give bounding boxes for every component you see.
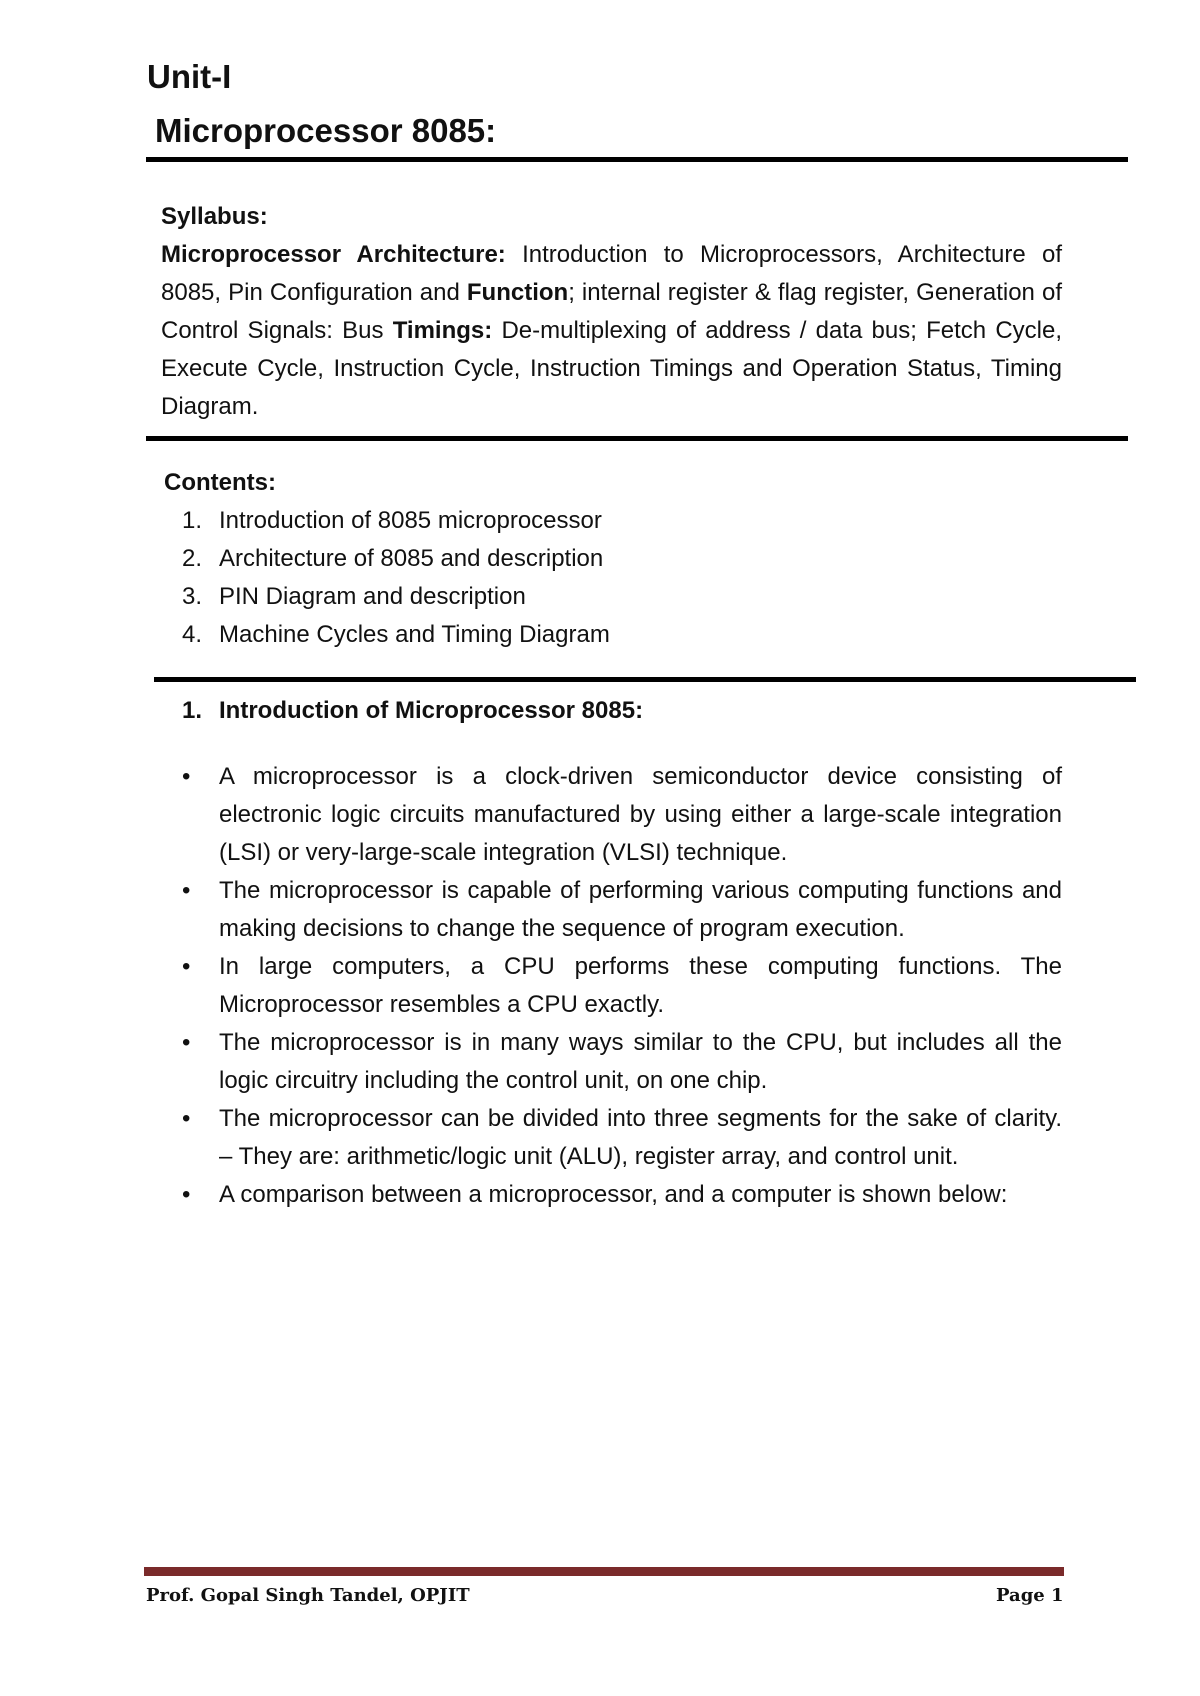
contents-item xyxy=(182,540,610,578)
syllabus-text-1: Introduction to Microprocessors, Architecture of 8085, Pin Configuration and xyxy=(161,241,1063,306)
contents-item xyxy=(182,502,610,540)
title-divider xyxy=(146,157,1128,162)
contents-item-text: Machine Cycles and Timing Diagram xyxy=(219,621,610,648)
bullet-icon: • xyxy=(182,763,191,790)
list-item xyxy=(182,1176,1062,1214)
contents-item-number: 2. xyxy=(182,545,203,572)
contents-item-text: Introduction of 8085 microprocessor xyxy=(219,507,602,534)
contents-item-number: 1. xyxy=(182,507,203,534)
syllabus-text-3: De-multiplexing of address / data bus; Fetch Cycle, Execute Cycle, Instruction Cycle, Instruction Timings and Operation Status, Timing Diagram. xyxy=(161,317,1063,420)
bullet-icon: • xyxy=(182,1181,191,1208)
syllabus-function-label: Function xyxy=(466,279,569,306)
bullet-text: A comparison between a microprocessor, and a computer is shown below: xyxy=(219,1181,1008,1208)
page-number: Page 1 xyxy=(996,1585,1064,1606)
contents-list xyxy=(182,502,610,654)
contents-item-text: Architecture of 8085 and description xyxy=(219,545,604,572)
bullet-icon: • xyxy=(182,1029,191,1056)
bullet-text: The microprocessor is in many ways similar to the CPU, but includes all the logic circuitry including the control unit, on one chip. xyxy=(219,1029,1062,1094)
syllabus-block xyxy=(161,198,1062,426)
bullet-icon: • xyxy=(182,1105,191,1132)
syllabus-heading: Syllabus: xyxy=(161,203,268,230)
bullet-text: A microprocessor is a clock-driven semiconductor device consisting of electronic logic circuits manufactured by using either a large-scale integration (LSI) or very-large-scale integration (VLSI) technique. xyxy=(219,763,1062,866)
intro-bullet-list xyxy=(182,758,1062,1214)
bullet-text: The microprocessor is capable of performing various computing functions and making decisions to change the sequence of program execution. xyxy=(219,877,1062,942)
bullet-icon: • xyxy=(182,953,191,980)
bullet-text: In large computers, a CPU performs these computing functions. The Microprocessor resembles a CPU exactly. xyxy=(219,953,1062,1018)
list-item xyxy=(182,1024,1062,1100)
section-title: Introduction of Microprocessor 8085: xyxy=(219,697,644,724)
syllabus-divider xyxy=(146,436,1128,441)
page-title: Microprocessor 8085: xyxy=(155,112,497,149)
syllabus-arch-label: Microprocessor Architecture: xyxy=(161,241,506,268)
contents-item-text: PIN Diagram and description xyxy=(219,583,526,610)
contents-item xyxy=(182,578,610,616)
contents-item xyxy=(182,616,610,654)
contents-divider xyxy=(154,677,1136,682)
bullet-text: The microprocessor can be divided into three segments for the sake of clarity. – They are: arithmetic/logic unit (ALU), register array, and control unit. xyxy=(219,1105,1062,1170)
footer-divider xyxy=(144,1567,1064,1576)
list-item xyxy=(182,948,1062,1024)
footer-author: Prof. Gopal Singh Tandel, OPJIT xyxy=(146,1585,470,1606)
contents-item-number: 4. xyxy=(182,621,203,648)
contents-heading: Contents: xyxy=(164,469,276,496)
section-number: 1. xyxy=(182,697,203,724)
list-item xyxy=(182,872,1062,948)
syllabus-timings-label: Timings: xyxy=(392,317,493,344)
syllabus-text-2: ; internal register & flag register, Generation of Control Signals: Bus xyxy=(161,279,1063,344)
contents-item-number: 3. xyxy=(182,583,203,610)
list-item xyxy=(182,1100,1062,1176)
unit-heading: Unit-I xyxy=(147,58,232,95)
bullet-icon: • xyxy=(182,877,191,904)
syllabus-text xyxy=(161,236,1062,426)
list-item xyxy=(182,758,1062,872)
